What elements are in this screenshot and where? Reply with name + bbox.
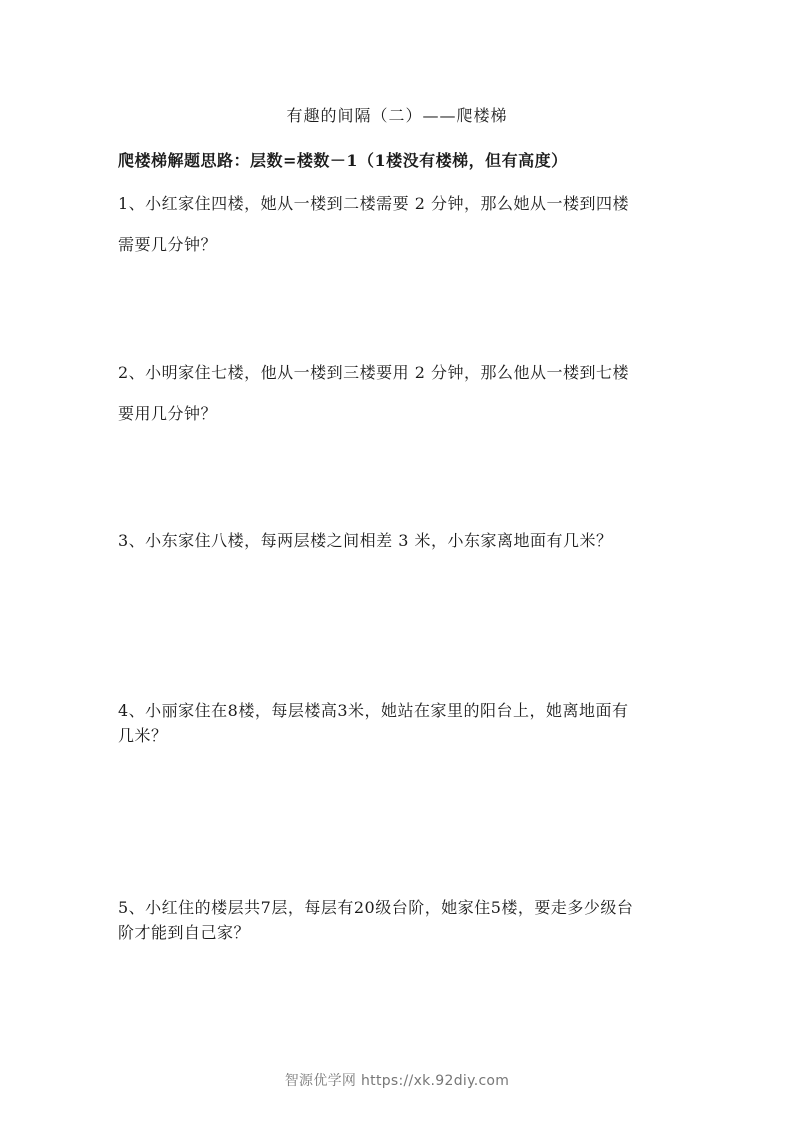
- site-watermark-footer: 智源优学网 https://xk.92diy.com: [284, 1073, 510, 1089]
- question-4-line-1: 4、小丽家住在8楼，每层楼高3米，她站在家里的阳台上，她离地面有: [118, 701, 629, 720]
- question-5: [118, 895, 718, 943]
- question-4: [118, 698, 718, 746]
- question-1: [118, 191, 718, 255]
- question-1-line-2: 需要几分钟？: [118, 235, 218, 254]
- question-3: [118, 528, 718, 551]
- question-5-line-1: 5、小红住的楼层共7层，每层有20级台阶，她家住5楼，要走多少级台: [118, 898, 634, 917]
- question-1-line-1: 1、小红家住四楼，她从一楼到二楼需要 2 分钟，那么她从一楼到四楼: [118, 194, 630, 213]
- question-5-line-2: 阶才能到自己家？: [118, 923, 251, 942]
- solution-hint: 爬楼梯解题思路：层数=楼数－1（1楼没有楼梯，但有高度）: [118, 151, 568, 170]
- question-2: [118, 360, 718, 424]
- question-2-line-1: 2、小明家住七楼，他从一楼到三楼要用 2 分钟，那么他从一楼到七楼: [118, 363, 630, 382]
- question-4-line-2: 几米？: [118, 726, 168, 745]
- question-3-line-1: 3、小东家住八楼，每两层楼之间相差 3 米，小东家离地面有几米？: [118, 531, 613, 550]
- question-2-line-2: 要用几分钟？: [118, 404, 218, 423]
- worksheet-title: 有趣的间隔（二）——爬楼梯: [286, 106, 508, 125]
